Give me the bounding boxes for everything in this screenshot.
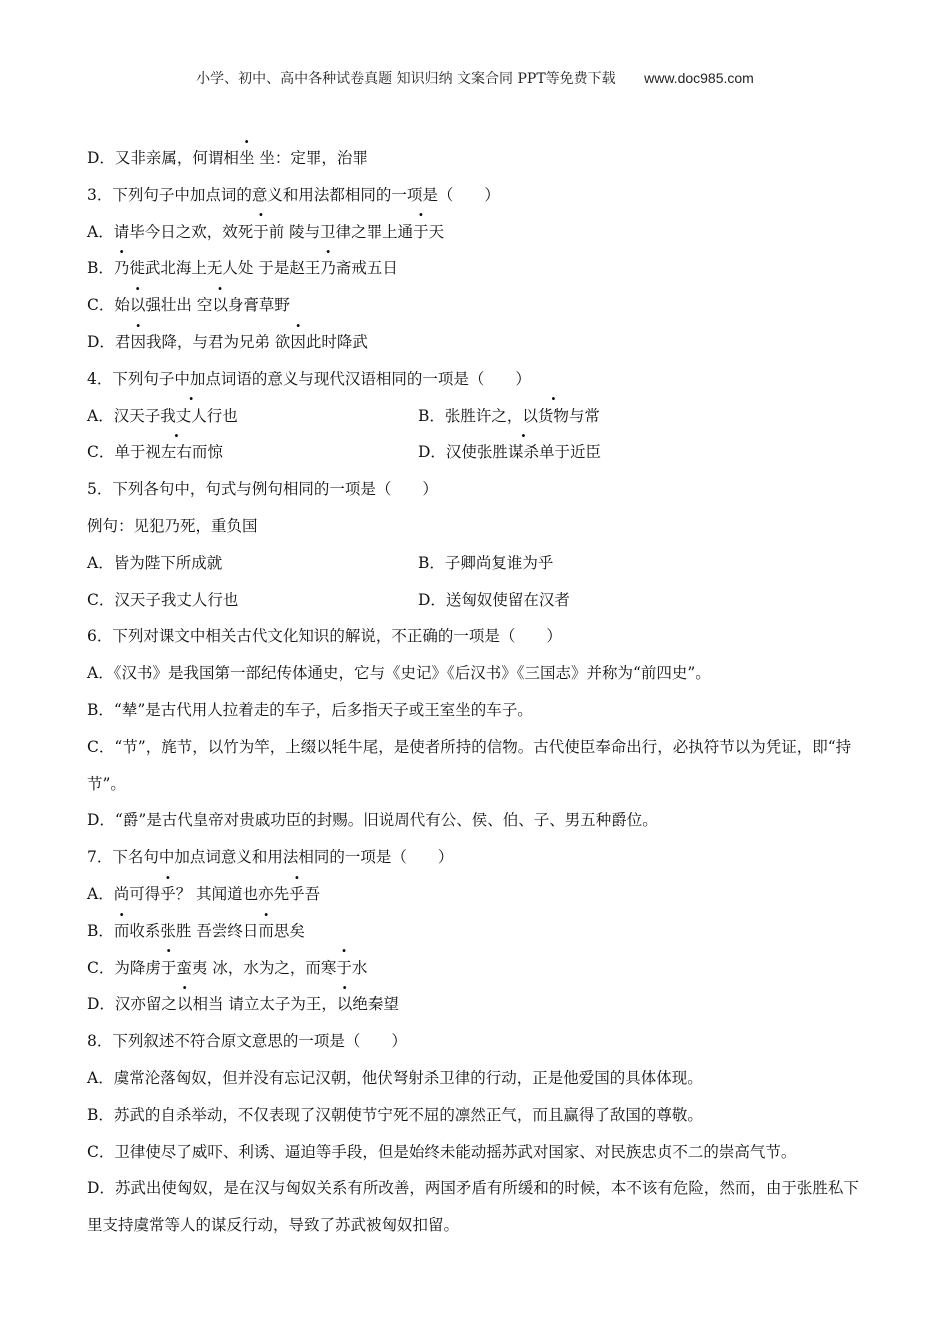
text-line: [87, 324, 863, 361]
text-segment: 坐：定罪，治罪: [254, 149, 368, 167]
text-segment: 天: [428, 222, 445, 241]
text-line: D．“爵”是古代皇帝对贵戚功臣的封赐。旧说周代有公、侯、伯、子、男五种爵位。: [87, 811, 658, 830]
text-line: [87, 545, 863, 582]
text-segment: ？ 其闻道也亦先: [175, 884, 290, 903]
text-segment: 而惊: [191, 443, 223, 462]
text-segment: C．始: [87, 296, 130, 315]
text-line: C．卫律使尽了威吓、利诱、逼迫等手段，但是始终未能动摇苏武对国家、对民族忠贞不二的崇高气节。: [87, 1142, 797, 1161]
text-line: [87, 434, 863, 471]
text-line: 8．下列叙述不符合原文意思的一项是（ ）: [87, 1032, 407, 1051]
text-segment: D．汉使张胜: [418, 443, 508, 462]
emphasis-dot-word: 于: [253, 222, 269, 241]
text-segment: B．: [87, 259, 114, 278]
emphasis-dot-word: 以: [212, 296, 228, 315]
document-body: [87, 140, 863, 1244]
text-line: B．苏武的自杀举动，不仅表现了汉朝使节宁死不屈的凛然正气，而且赢得了敌国的尊敬。: [87, 1105, 703, 1124]
emphasis-dot-word: 于: [336, 958, 352, 977]
text-line: 7．下名句中加点词意义和用法相同的一项是（ ）: [87, 848, 454, 867]
emphasis-dot-word: 而: [113, 921, 130, 940]
header-text: 小学、初中、高中各种试卷真题 知识归纳 文案合同 PPT等免费下载: [196, 71, 616, 87]
text-segment: 与常: [568, 406, 600, 425]
text-line: C．“节”，旄节，以竹为竿，上缀以牦牛尾，是使者所持的信物。古代使臣奉命出行，必执符节以为凭证，即“持节”。: [87, 737, 852, 793]
text-line: 例句：见犯乃死，重负国: [87, 516, 258, 535]
text-segment: 强壮出 空: [145, 296, 213, 315]
emphasis-dot-word: 乎: [160, 884, 176, 903]
text-segment: B．子卿尚复谁为乎: [418, 553, 554, 572]
text-line: A．虞常沦落匈奴，但并没有忘记汉朝，他伏弩射杀卫律的行动，正是他爱国的具体体现。: [87, 1068, 703, 1087]
text-segment: D．又非亲属，何谓相: [87, 149, 239, 167]
text-segment: D．汉亦留之: [87, 995, 177, 1014]
text-segment: 收系张胜 吾尝终日: [129, 921, 259, 940]
text-segment: 思矣: [273, 921, 305, 940]
text-line: 5．下列各句中，句式与例句相同的一项是（ ）: [87, 480, 438, 499]
text-segment: 斋戒五日: [335, 259, 398, 278]
text-segment: C．汉天子我丈人行也: [87, 590, 239, 609]
text-segment: 绝秦望: [352, 995, 399, 1014]
text-segment: 相当 请立太子为王，: [192, 995, 337, 1014]
option-left: [87, 591, 238, 609]
text-segment: 身膏草野: [227, 296, 290, 315]
emphasis-dot-word: 坐: [238, 149, 255, 167]
text-line: 6．下列对课文中相关古代文化知识的解说，不正确的一项是（ ）: [87, 627, 562, 646]
text-segment: 吾: [304, 884, 321, 903]
text-segment: A．请毕今日之欢，效死: [87, 222, 254, 241]
option-left: [87, 443, 223, 461]
emphasis-dot-word: 乎: [289, 884, 305, 903]
text-segment: D．送匈奴使留在汉者: [418, 590, 570, 609]
option-right: [418, 545, 553, 582]
text-line: [87, 876, 863, 913]
option-right: [418, 434, 601, 471]
text-segment: 蛮夷 冰，水为之，而寒: [176, 958, 337, 977]
text-segment: B．张胜许之，以: [418, 406, 538, 425]
page-header: [0, 68, 950, 88]
header-url[interactable]: www.doc985.com: [644, 70, 754, 86]
emphasis-dot-word: 以: [129, 296, 146, 315]
text-segment: 徙武北海上无人处 于是赵王: [129, 259, 321, 278]
text-segment: 我降，与君为兄弟 欲: [145, 332, 291, 351]
text-line: A．《汉书》是我国第一部纪传体通史，它与《史记》《后汉书》《三国志》并称为“前四史”。: [87, 664, 711, 683]
emphasis-dot-word: 而: [258, 921, 274, 940]
text-segment: C．为降虏: [87, 958, 161, 977]
text-segment: B．: [87, 921, 114, 940]
text-segment: 单于近臣: [538, 443, 601, 462]
text-segment: 行也: [206, 406, 238, 425]
text-line: [87, 250, 863, 287]
text-segment: A．皆为陛下所成就: [87, 553, 223, 572]
emphasis-dot-word: 于: [160, 958, 177, 977]
emphasis-dot-word: 左右: [160, 443, 192, 462]
emphasis-dot-word: 丈人: [175, 406, 207, 425]
text-line: [87, 986, 863, 1023]
emphasis-dot-word: 于: [413, 222, 429, 241]
emphasis-dot-word: 乃: [113, 259, 130, 278]
emphasis-dot-word: 以: [336, 995, 353, 1014]
emphasis-dot-word: 货物: [537, 406, 569, 425]
text-segment: 水: [351, 958, 368, 977]
text-line: [87, 398, 863, 435]
option-left: [87, 554, 222, 572]
text-segment: 前 陵与卫律之罪上通: [268, 222, 414, 241]
text-segment: C．单于视: [87, 443, 161, 462]
option-left: [87, 407, 238, 425]
emphasis-dot-word: 谋杀: [507, 443, 539, 462]
emphasis-dot-word: 因: [290, 332, 306, 351]
text-line: [87, 287, 863, 324]
emphasis-dot-word: 乃: [320, 259, 336, 278]
text-line: 4．下列句子中加点词语的意义与现代汉语相同的一项是（ ）: [87, 369, 531, 388]
emphasis-dot-word: 以: [176, 995, 193, 1014]
text-line: [87, 214, 863, 251]
text-segment: 此时降武: [305, 332, 368, 351]
text-line: 3．下列句子中加点词的意义和用法都相同的一项是（ ）: [87, 185, 500, 204]
text-line: [87, 913, 863, 950]
text-line: B．“辇”是古代用人拉着走的车子，后多指天子或王室坐的车子。: [87, 700, 533, 719]
text-line: [87, 582, 863, 619]
text-segment: A．汉天子我: [87, 406, 176, 425]
text-segment: D．君: [87, 332, 131, 351]
text-segment: A．尚可得: [87, 884, 161, 903]
text-line: [87, 140, 863, 177]
text-line: [87, 950, 863, 987]
emphasis-dot-word: 因: [130, 332, 146, 351]
text-line: D．苏武出使匈奴，是在汉与匈奴关系有所改善，两国矛盾有所缓和的时候，本不该有危险，然而，由于张胜私下里支持虞常等人的谋反行动，导致了苏武被匈奴扣留。: [87, 1179, 859, 1235]
option-right: [418, 582, 570, 619]
